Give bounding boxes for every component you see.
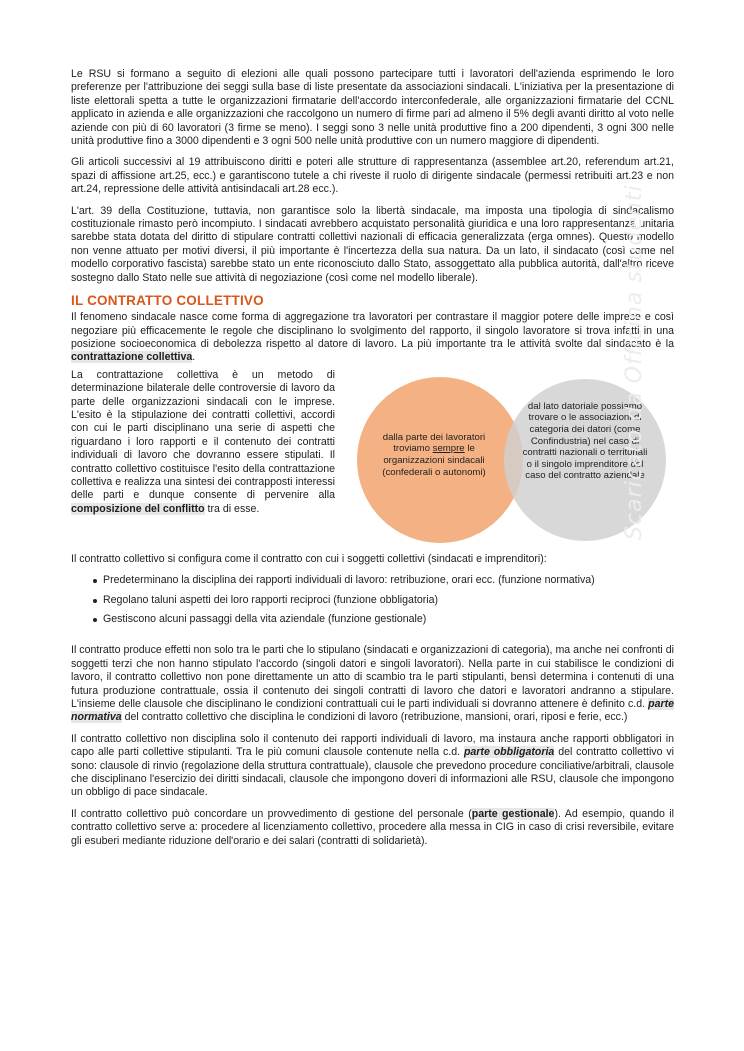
intro-text: Il fenomeno sindacale nasce come forma di aggregazione tra lavoratori per contrastare il maggior potere delle imprese e così negoziare più efficacemente le regole che disciplinano lo svolgimento del rapporto, il singolo lavoratore si trova infatti in una posizione socioeconomica di debolezza rispetto al datore di lavoro. La più importante tra le attività svolte dal sindacato è la [71, 311, 674, 350]
document-page [71, 68, 674, 856]
paragraph-parte-gestionale [71, 808, 674, 848]
watermark: Scaricato da Officina studenti [622, 184, 647, 540]
venn-left-after: le organizzazioni sindacali (confederali o autonomi) [382, 443, 486, 478]
intro-highlight: contrattazione collettiva [71, 351, 193, 364]
obbligatoria-end: del contratto collettivo vi sono: clausole di rinvio (regolazione della struttura contrattuale), clausole che prevedono procedure conciliative/arbitrali, clausole che disciplinano l'esercizio dei diritti sindacali, clausole che impongono doveri di informazioni alle RSU, clausole che impongono un obbligo di pace sindacale. [71, 746, 675, 799]
normativa-highlight: parte normativa [71, 697, 674, 724]
list-item [71, 574, 674, 587]
paragraph-parte-obbligatoria [71, 733, 674, 800]
paragraph-rsu-elections: Le RSU si formano a seguito di elezioni alle quali possono partecipare tutti i lavoratori dell'azienda esprimendo le loro preferenze per l'attribuzione dei seggi sulla base di liste presentate da associazioni sindacali. L'iniziativa per la presentazione di liste elettorali spetta a tutte le organizzazioni firmatarie dell'accordo interconfederale, alle organizzazioni firmatarie del CCNL applicato in azienda e alle organizzazioni che raccolgono un numero di firme pari ad almeno il 5% degli avanti diritto al voto nelle aziende con più di 60 lavoratori (3 firme se meno). I seggi sono 3 nelle unità produttive fino a 200 dipendenti, 3 ogni 300 nelle unità produttive fino a 3000 dipendenti e 3 ogni 500 nelle unità produttive con un numero maggiore di dipendenti. [71, 68, 674, 148]
paragraph-art-39: L'art. 39 della Costituzione, tuttavia, non garantisce solo la libertà sindacale, ma imposta una tipologia di sindacalismo costituzionale rimasto però incompiuto. I sindacati avrebbero acquistato personalità giuridica e una loro rappresentanza unitaria sarebbe stata dotata del diritto di stipulare contratti collettivi nazionali di efficacia generalizzata (erga omnes). Questo modello non venne attuato per motivi diversi, il più importante è l'incertezza della sua natura. Da un lato, il sindacato (così come nel modello corporativo fascista) sarebbe stato un ente riconosciuto dallo Stato, assoggettato alla pubblica autorità, dall'altro riceve sostegno dallo Stato nelle sue attività di negoziazione (così come nel modello liberale). [71, 204, 674, 284]
normativa-text: Il contratto produce effetti non solo tra le parti che lo stipulano (sindacati e organizzazioni di categoria), ma anche nei confronti di soggetti terzi che non hanno stipulato l'accordo (singoli datori e singoli lavoratori). Nella parte in cui stabilisce le condizioni di lavoro, il contratto collettivo non pone direttamente un atto di scambio tra le parti stipulanti, bensì determina i contenuti di una futura produzione contrattuale, ossia il contenuto dei singoli contratti di lavoro che datori e lavoratori andranno a stipulare. L'insieme delle clausole che disciplinano le condizioni contrattuali cui le parti individuali si dovranno attenere è definito c.d. [71, 644, 674, 710]
gestionale-end: ). Ad esempio, quando il contratto collettivo serve a: procedere al licenziamento collettivo, procedere alla messa in CIG in caso di crisi reversibile, evitare gli esuberi mediante riduzione dell'orario e dei salari (contratti di solidarietà). [71, 807, 674, 847]
intro-end: . [192, 351, 196, 364]
venn-diagram [354, 374, 668, 546]
normativa-end: del contratto collettivo che disciplina le condizioni di lavoro (retribuzione, mansioni, orari, riposi e ferie, ecc.) [121, 711, 628, 724]
side-text: La contrattazione collettiva è un metodo di determinazione bilaterale delle controversie di lavoro da parte delle organizzazioni sindacali con le imprese. L'esito è la stipulazione dei contratti collettivi, accordi con cui le parti disciplinano una serie di aspetti che riguardano i loro rapporti e il contenuto dei contratti individuali di lavoro che dovranno essere stipulati. Il contratto collettivo costituisce l'esito della contrattazione collettiva e realizza una sintesi dei contrapposti interessi delle parti e dunque consente di pervenire alla [71, 368, 335, 502]
paragraph-parte-normativa [71, 644, 674, 724]
bullet-icon [93, 618, 97, 622]
paragraph-contrattazione [71, 369, 335, 516]
list-item [71, 613, 674, 626]
list-item-text: Regolano taluni aspetti dei loro rapporti reciproci (funzione obbligatoria) [103, 593, 439, 606]
functions-list [71, 574, 674, 626]
gestionale-highlight: parte gestionale [471, 807, 555, 820]
list-item [71, 594, 674, 607]
obbligatoria-highlight: parte obbligatoria [463, 746, 555, 759]
contrattazione-section [71, 369, 674, 547]
bullet-icon [93, 599, 97, 603]
venn-left-before: dalla parte dei lavoratori troviamo [382, 431, 486, 455]
list-item-text: Gestiscono alcuni passaggi della vita aziendale (funzione gestionale) [103, 612, 427, 625]
venn-right-text: dal lato datoriale possiamo trovare o le associazioni di categoria dei datori (come Confindustria) nel caso di contratti nazionali o territoriali o il singolo imprenditore del caso del contratto aziendale [522, 400, 648, 482]
venn-left-text [376, 432, 492, 478]
paragraph-articles-rights: Gli articoli successivi al 19 attribuiscono diritti e poteri alle strutture di rappresentanza (assemblee art.20, referendum art.21, spazi di affissione art.25, ecc.) e garantiscono tutele a chi riveste il ruolo di dirigente sindacale (permessi retribuiti art.23 e non art.24, repressione delle attività antisindacali art.28 ecc.). [71, 156, 674, 196]
paragraph-intro [71, 311, 674, 365]
bullet-icon [93, 579, 97, 583]
side-highlight: composizione del conflitto [71, 502, 205, 515]
paragraph-list-intro: Il contratto collettivo si configura come il contratto con cui i soggetti collettivi (sindacati e imprenditori): [71, 552, 547, 565]
list-item-text: Predeterminano la disciplina dei rapporti individuali di lavoro: retribuzione, orari ecc. (funzione normativa) [103, 574, 595, 587]
side-end: tra di esse. [204, 502, 260, 515]
obbligatoria-text: Il contratto collettivo non disciplina solo il contenuto dei rapporti individuali di lavoro, ma instaura anche rapporti obbligatori in capo alle parti collettive stipulanti. Tra le più comuni clausole contenute nella c.d. [71, 732, 674, 759]
gestionale-text: Il contratto collettivo può concordare un provvedimento di gestione del personale ( [71, 807, 472, 820]
section-title: IL CONTRATTO COLLETTIVO [71, 293, 264, 309]
venn-left-underlined: sempre [432, 443, 465, 455]
